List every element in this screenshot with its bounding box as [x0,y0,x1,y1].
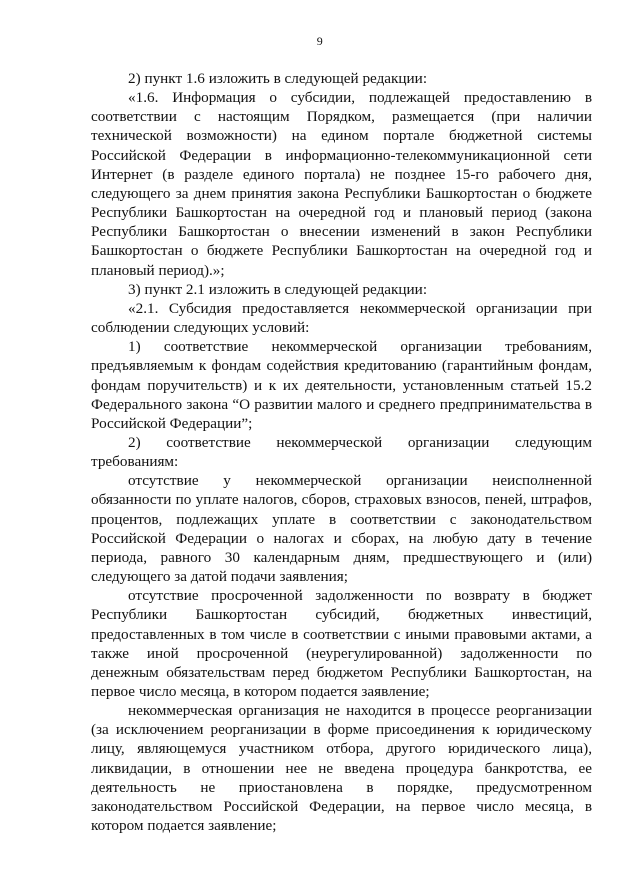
paragraph-item-2-intro: 2) пункт 1.6 изложить в следующей редакции: [128,70,428,87]
document-body [91,69,592,835]
paragraph-requirement-taxes: отсутствие у некоммерческой организации неисполненной обязанности по уплате налогов, сборов, страховых взносов, пеней, штрафов, процентов, подлежащих уплате в соответствии с законодательством Российской Федерации о налогах и сборах, на любую дату в течение периода, равного 30 календарным дням, предшествующего и (или) следующего за датой подачи заявления; [91,472,592,586]
paragraph-condition-1: 1) соответствие некоммерческой организации требованиям, предъявляемым к фондам содействия кредитованию (гарантийным фондам, фондам поручительств) и к их деятельности, установленным статьей 15.2 Федерального закона “О развитии малого и среднего предпринимательства в Российской Федерации”; [91,338,592,432]
paragraph-condition-2: 2) соответствие некоммерческой организации следующим требованиям: [91,433,592,471]
paragraph-requirement-reorganization: некоммерческая организация не находится в процессе реорганизации (за исключением реорганизации в форме присоединения к юридическому лицу, являющемуся участником отбора, другого юридического лица), ликвидации, в отношении нее не введена процедура банкротства, ее деятельность не приостановлена в порядке, предусмотренном законодательством Российской Федерации, на первое число месяца, в котором подается заявление; [91,702,592,835]
page-number: 9 [316,34,324,48]
paragraph-clause-1-6: «1.6. Информация о субсидии, подлежащей предоставлению в соответствии с настоящим Порядком, размещается (при наличии технической возможности) на едином портале бюджетной системы Российской Федерации в информационно-телекоммуникационной сети Интернет (в разделе единого портала) не позднее 15-го рабочего дня, следующего за днем принятия закона Республики Башкортостан о бюджете Республики Башкортостан на очередной год и плановый период (закона Республики Башкортостан о внесении изменений в закон Республики Башкортостан о бюджете Республики Башкортостан на очередной год и плановый период).»; [91,89,592,279]
paragraph-clause-2-1: «2.1. Субсидия предоставляется некоммерческой организации при соблюдении следующих условий: [91,299,592,337]
paragraph-item-3-intro: 3) пункт 2.1 изложить в следующей редакции: [128,280,428,298]
paragraph-requirement-debt: отсутствие просроченной задолженности по возврату в бюджет Республики Башкортостан субсидий, бюджетных инвестиций, предоставленных в том числе в соответствии с иными правовыми актами, а также иной просроченной (неурегулированной) задолженности по денежным обязательствам перед бюджетом Республики Башкортостан, на первое число месяца, в котором подается заявление; [91,587,592,700]
